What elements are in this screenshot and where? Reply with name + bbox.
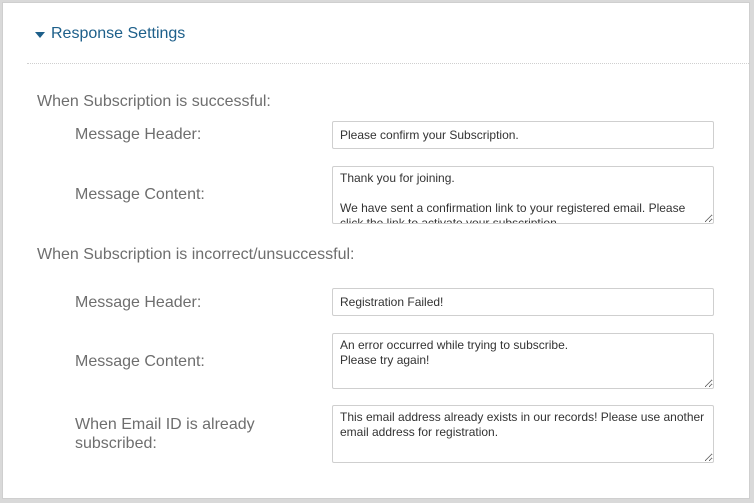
failure-header-label: Message Header: — [75, 294, 202, 311]
success-header-label: Message Header: — [75, 126, 202, 143]
failure-group-heading: When Subscription is incorrect/unsuccessful: — [37, 246, 355, 263]
section-title: Response Settings — [51, 25, 186, 42]
success-header-input[interactable] — [332, 121, 714, 149]
failure-header-input[interactable] — [332, 288, 714, 316]
response-settings-toggle[interactable] — [35, 25, 185, 43]
success-content-label: Message Content: — [75, 186, 205, 203]
already-subscribed-label: When Email ID is already subscribed: — [75, 416, 255, 452]
response-settings-panel — [2, 2, 750, 499]
success-content-textarea[interactable] — [332, 166, 714, 224]
failure-content-textarea[interactable] — [332, 333, 714, 389]
already-subscribed-textarea[interactable] — [332, 405, 714, 463]
failure-content-label: Message Content: — [75, 353, 205, 370]
caret-down-icon — [35, 32, 45, 38]
section-divider — [27, 63, 749, 64]
success-group-heading: When Subscription is successful: — [37, 93, 271, 110]
